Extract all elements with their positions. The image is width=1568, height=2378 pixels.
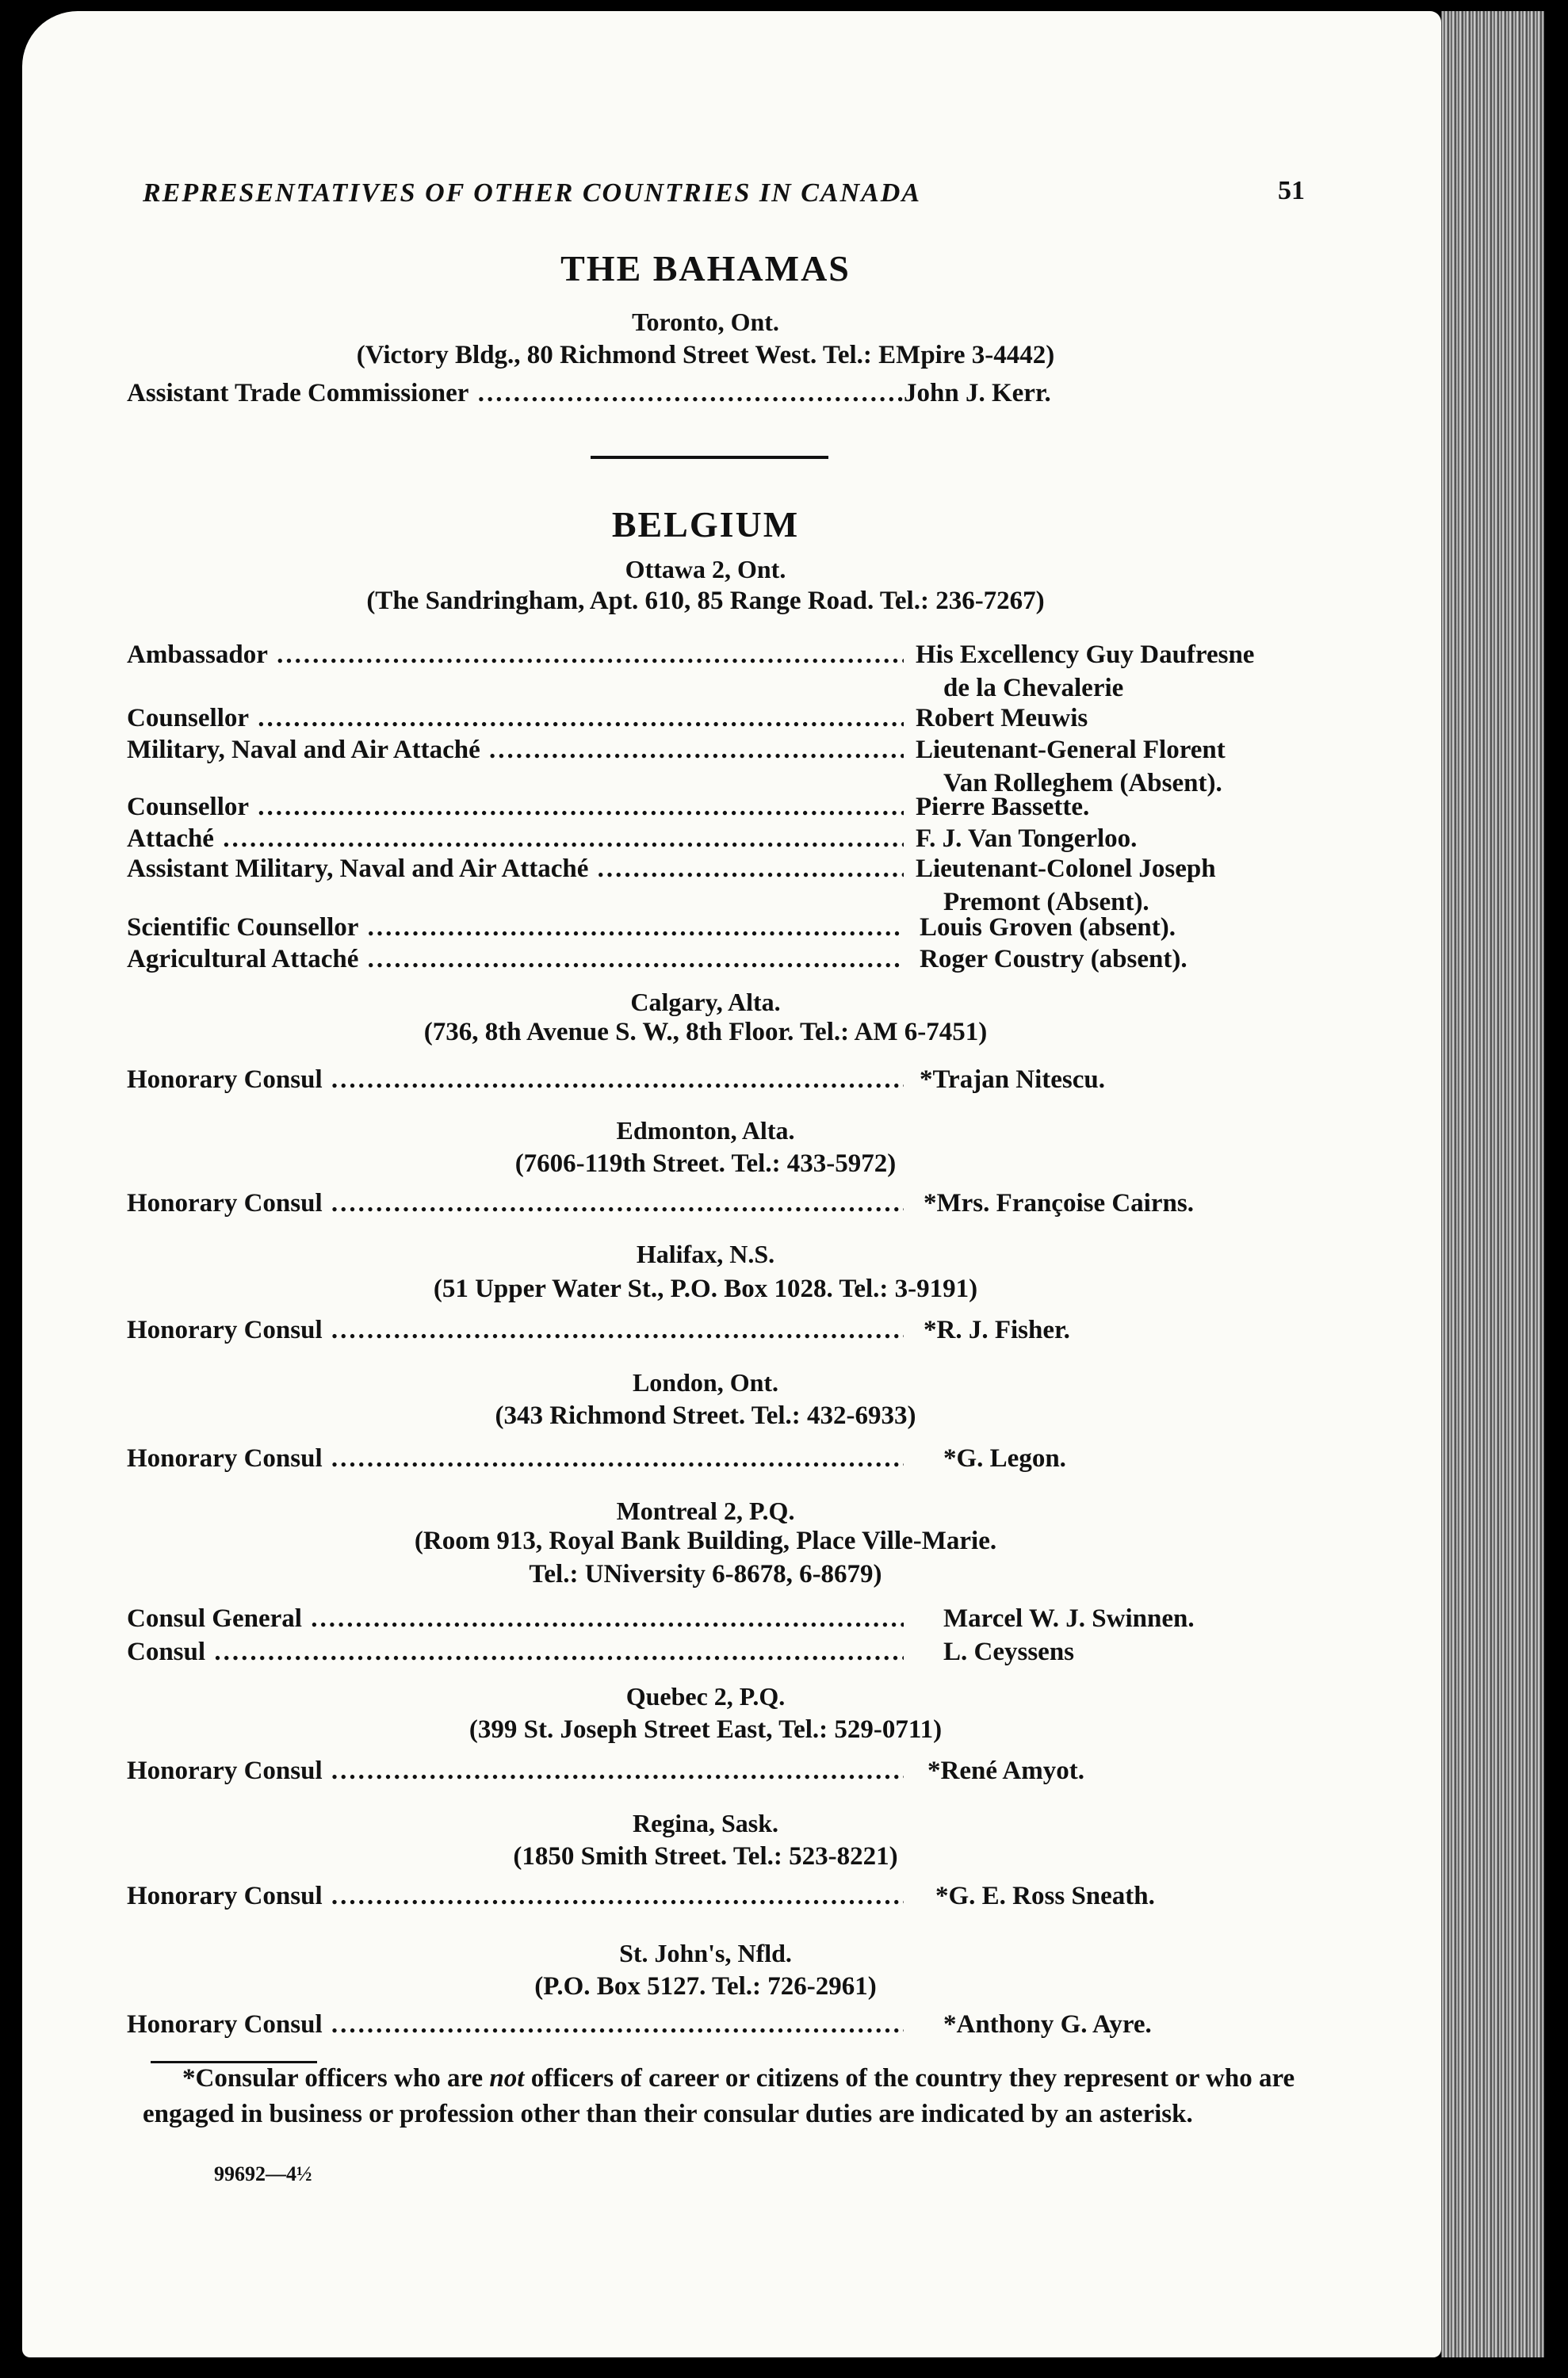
entry-title: Counsellor ..... (127, 793, 904, 822)
city-heading: London, Ont. (632, 1368, 779, 1397)
entry-name: Lieutenant-General Florent (916, 736, 1226, 764)
entry-row (127, 1757, 1395, 1791)
entry-name-continued: Premont (Absent). (943, 888, 1149, 916)
entry-name: Robert Meuwis (916, 704, 1088, 732)
entry-title: Assistant Trade Commissioner ..... (127, 379, 904, 408)
entry-title: Consul General ..... (127, 1604, 904, 1634)
city-heading: Edmonton, Alta. (616, 1116, 795, 1145)
city-heading: Quebec 2, P.Q. (625, 1682, 786, 1711)
page-number: 51 (1278, 176, 1305, 205)
entry-title: Counsellor ..... (127, 704, 904, 733)
city-heading: Calgary, Alta. (630, 988, 781, 1016)
entry-title: Agricultural Attaché ..... (127, 945, 904, 974)
running-head: REPRESENTATIVES OF OTHER COUNTRIES IN CANADA (143, 178, 922, 208)
entry-name: Marcel W. J. Swinnen. (943, 1604, 1195, 1633)
entry-title: Attaché ..... (127, 824, 904, 854)
entry-name: L. Ceyssens (943, 1638, 1075, 1666)
address-line: (51 Upper Water St., P.O. Box 1028. Tel.: 3-9191) (433, 1275, 978, 1303)
entry-title: Ambassador ..... (127, 640, 904, 670)
entry-title: Honorary Consul ..... (127, 1444, 904, 1474)
entry-name: *R. J. Fisher. (924, 1316, 1070, 1344)
entry-name-continued: Van Rolleghem (Absent). (943, 769, 1222, 797)
city-heading: Toronto, Ont. (632, 308, 779, 336)
entry-row (127, 1604, 1395, 1639)
printer-signature: 99692—4½ (214, 2162, 312, 2185)
address-line: (736, 8th Avenue S. W., 8th Floor. Tel.: AM 6-7451) (423, 1018, 988, 1046)
entry-title: Consul ..... (127, 1638, 904, 1667)
entry-row (127, 945, 1395, 980)
entry-name-continued: de la Chevalerie (943, 674, 1124, 702)
entry-name: *Mrs. Françoise Cairns. (924, 1189, 1194, 1218)
entry-name: Louis Groven (absent). (920, 913, 1176, 942)
entry-name: Pierre Bassette. (916, 793, 1090, 821)
address-line: (P.O. Box 5127. Tel.: 726-2961) (534, 1972, 877, 2001)
entry-title: Honorary Consul ..... (127, 1757, 904, 1786)
entry-name: *Anthony G. Ayre. (943, 2010, 1152, 2039)
country-heading-bahamas: THE BAHAMAS (560, 248, 851, 289)
entry-row (127, 793, 1395, 828)
entry-name: Lieutenant-Colonel Joseph (916, 854, 1216, 883)
entry-row (127, 640, 1395, 702)
entry-row (127, 1882, 1395, 1917)
footnote-emphasis: not (489, 2064, 525, 2093)
city-heading: Regina, Sask. (632, 1809, 779, 1837)
address-line: (1850 Smith Street. Tel.: 523-8221) (513, 1842, 898, 1871)
entry-row (127, 1444, 1395, 1479)
city-heading: Montreal 2, P.Q. (616, 1497, 795, 1525)
entry-title: Honorary Consul ..... (127, 1882, 904, 1911)
entry-title: Honorary Consul ..... (127, 1316, 904, 1345)
entry-title: Honorary Consul ..... (127, 1065, 904, 1095)
address-line: (343 Richmond Street. Tel.: 432-6933) (495, 1401, 916, 1430)
entry-row (127, 704, 1395, 739)
entry-name: Roger Coustry (absent). (920, 945, 1187, 973)
entry-name: *G. Legon. (943, 1444, 1066, 1473)
section-divider (591, 456, 828, 459)
entry-name: *René Amyot. (927, 1757, 1084, 1785)
entry-name: *G. E. Ross Sneath. (935, 1882, 1155, 1910)
entry-name: His Excellency Guy Daufresne (916, 640, 1255, 669)
entry-title: Scientific Counsellor ..... (127, 913, 904, 942)
address-line: (The Sandringham, Apt. 610, 85 Range Road. Tel.: 236-7267) (366, 587, 1045, 615)
entry-title: Honorary Consul ..... (127, 2010, 904, 2040)
entry-row (127, 2010, 1395, 2045)
address-line: (Room 913, Royal Bank Building, Place Ville-Marie. (414, 1527, 997, 1555)
address-line: (399 St. Joseph Street East, Tel.: 529-0711) (468, 1715, 943, 1744)
city-heading: St. John's, Nfld. (619, 1939, 792, 1967)
entry-row (127, 1065, 1395, 1100)
entry-row (127, 379, 1395, 414)
entry-row (127, 1638, 1395, 1673)
country-heading-belgium: BELGIUM (611, 504, 800, 545)
entry-row (127, 736, 1395, 797)
entry-title: Military, Naval and Air Attaché ..... (127, 736, 904, 765)
entry-row (127, 1189, 1395, 1224)
entry-name: *Trajan Nitescu. (920, 1065, 1106, 1094)
entry-title: Assistant Military, Naval and Air Attaché ..... (127, 854, 904, 884)
book-page-edges (1441, 11, 1544, 2357)
footnote-text-continued: officers of career or citizens of the country they represent or who are engaged in business or profession other than their consular duties are indicated by an asterisk. (143, 2064, 1295, 2128)
footnote (143, 2061, 1348, 2132)
entry-name: F. J. Van Tongerloo. (916, 824, 1138, 853)
address-line: (Victory Bldg., 80 Richmond Street West. Tel.: EMpire 3-4442) (356, 341, 1055, 369)
city-heading: Ottawa 2, Ont. (625, 555, 786, 583)
address-line: (7606-119th Street. Tel.: 433-5972) (514, 1149, 897, 1178)
entry-name: John J. Kerr. (904, 379, 1051, 407)
entry-row (127, 913, 1395, 948)
entry-row (127, 854, 1395, 916)
entry-row (127, 1316, 1395, 1351)
city-heading: Halifax, N.S. (636, 1240, 775, 1268)
footnote-text: *Consular officers who are (182, 2064, 490, 2093)
address-line-continued: Tel.: UNiversity 6-8678, 6-8679) (529, 1560, 882, 1589)
entry-title: Honorary Consul ..... (127, 1189, 904, 1218)
